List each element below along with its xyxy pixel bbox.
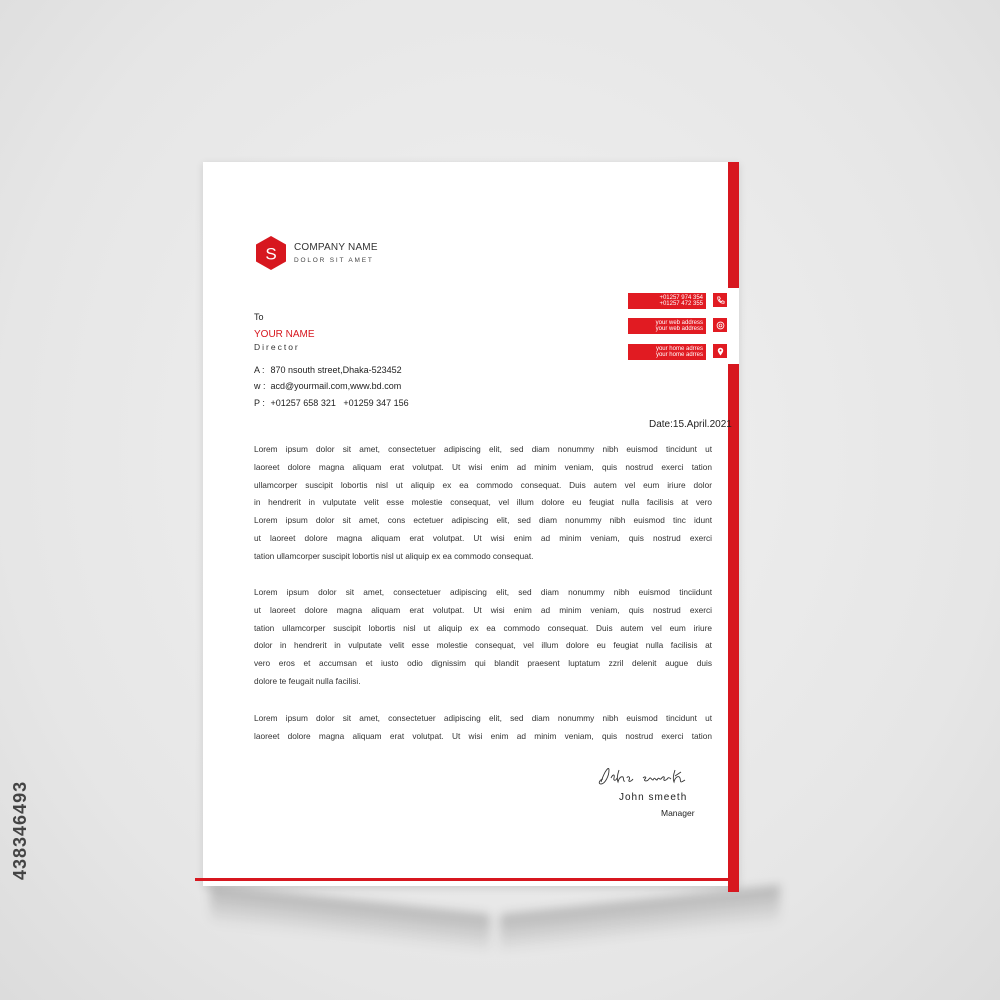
body-line: ut laoreet dolore magna aliquam erat volutpat. Ut wisi enim ad minim veniam, quis nostrud exerci bbox=[254, 604, 712, 615]
web-label: w : bbox=[254, 381, 266, 391]
body-paragraph-1 bbox=[254, 441, 712, 566]
company-tagline: DOLOR SIT AMET bbox=[294, 257, 374, 264]
body-line: dolor in hendrerit in vulputate velit esse molestie consequat, vel illum dolore eu feugiat nulla facilisis at bbox=[254, 640, 712, 651]
body-line: ut laoreet dolore magna aliquam erat volutpat. Ut wisi enim ad minim veniam, quis nostrud exerci bbox=[254, 532, 712, 543]
recipient-address bbox=[254, 365, 402, 375]
phone-label: P : bbox=[254, 398, 265, 408]
phone-value: +01257 658 321 +01259 347 156 bbox=[270, 398, 409, 408]
contact-phone bbox=[628, 293, 728, 309]
contact-web bbox=[628, 318, 728, 334]
signer-name: John smeeth bbox=[619, 792, 688, 803]
contact-address bbox=[628, 344, 728, 360]
logo-letter: S bbox=[265, 244, 277, 264]
company-name: COMPANY NAME bbox=[294, 242, 378, 253]
address-label: A : bbox=[254, 365, 265, 375]
contact-phone-line-1: +01257 974 354 bbox=[659, 294, 703, 301]
body-line: Lorem ipsum dolor sit amet, consectetuer adipiscing elit, sed diam nonummy nibh euismod tinciidunt bbox=[254, 587, 712, 597]
accent-bar-bottom bbox=[728, 364, 739, 892]
web-value: acd@yourmail.com,www.bd.com bbox=[270, 381, 402, 391]
body-line: Lorem ipsum dolor sit amet, consectetuer adipiscing elit, sed diam nonummy nibh euismod tincidunt ut bbox=[254, 713, 712, 723]
body-line: Lorem ipsum dolor sit amet, consectetuer adipiscing elit, sed diam nonummy nibh euismod tincidunt ut bbox=[254, 444, 712, 454]
handwritten-signature bbox=[595, 762, 715, 790]
location-pin-icon bbox=[713, 344, 727, 358]
accent-bar-top bbox=[728, 162, 739, 288]
body-paragraph-3 bbox=[254, 710, 712, 746]
body-line: tation ullamcorper suscipit lobortis nisl ut aliquip ex ea commodo consequat. Duis autem vel eum iriure bbox=[254, 622, 712, 633]
recipient-phone bbox=[254, 398, 409, 408]
recipient-name: YOUR NAME bbox=[254, 329, 315, 340]
globe-icon bbox=[713, 318, 727, 332]
company-logo-icon bbox=[253, 235, 289, 271]
body-line: in hendrerit in vulputate velit esse molestie consequat, vel illum dolore eu feugiat nulla facilisis at vero bbox=[254, 497, 712, 508]
contact-address-line-2: your home adrres bbox=[655, 352, 703, 358]
page-shadow-right bbox=[500, 885, 780, 954]
body-line: tation ullamcorper suscipit lobortis nisl ut aliquip ex ea commodo consequat. bbox=[254, 550, 534, 561]
contact-address-line-1: your home adrres bbox=[655, 345, 703, 352]
to-label: To bbox=[254, 312, 264, 322]
letter-date: Date:15.April.2021 bbox=[649, 419, 732, 430]
contact-web-line-1: your web address bbox=[655, 319, 703, 326]
body-line: vero eros et accumsan et iusto odio dignissim qui blandit praesent luptatum zzril delenit augue duis bbox=[254, 658, 712, 669]
body-line: laoreet dolore magna aliquam erat volutpat. Ut wisi enim ad minim veniam, quis nostrud exerci tation bbox=[254, 730, 712, 741]
page-shadow-left bbox=[210, 885, 490, 954]
contact-web-line-2: your web address bbox=[655, 326, 703, 332]
body-line: laoreet dolore magna aliquam erat volutpat. Ut wisi enim ad minim veniam, quis nostrud exerci tation bbox=[254, 461, 712, 472]
body-line: Lorem ipsum dolor sit amet, cons ectetuer adipiscing elit, sed diam nonummy nibh euismod tinc idunt bbox=[254, 515, 712, 526]
address-value: 870 nsouth street,Dhaka-523452 bbox=[270, 365, 402, 375]
body-paragraph-2 bbox=[254, 584, 712, 691]
contact-phone-line-2: +01257 472 355 bbox=[659, 301, 703, 307]
stock-image-id: 438346493 bbox=[10, 780, 30, 880]
recipient-title: Director bbox=[254, 342, 300, 352]
body-line: dolore te feugait nulla facilisi. bbox=[254, 675, 361, 686]
footer-accent-line bbox=[195, 878, 737, 881]
recipient-web bbox=[254, 381, 401, 391]
phone-icon bbox=[713, 293, 727, 307]
signer-title: Manager bbox=[661, 808, 695, 818]
body-line: ullamcorper suscipit lobortis nisl ut aliquip ex ea commodo consequat. Duis autem vel eum iriure dolor bbox=[254, 479, 712, 490]
